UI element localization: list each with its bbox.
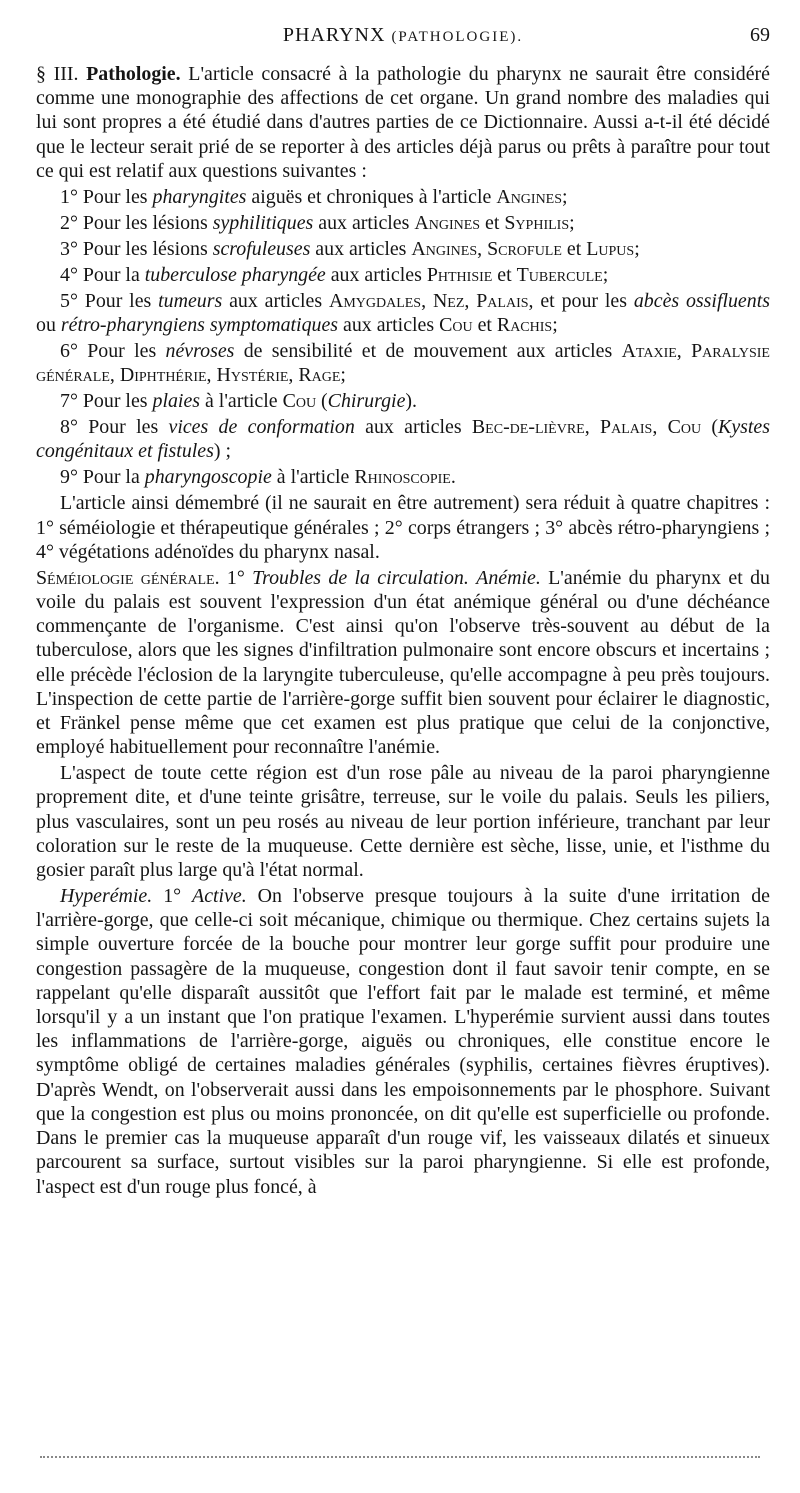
page-number: 69 [750,24,770,46]
plan-paragraph: L'article ainsi démembré (il ne saurait en être autrement) sera réduit à quatre chapitres : 1° séméiologie et thérapeutique générales ; 2° corps étrangers ; 3° abcès rétro-pharyngiens ; 4° végétations adénoïdes du pharynx nasal. [36,492,770,563]
running-header [36,24,770,54]
subtitle-text: (PATHOLOGIE). [391,29,524,45]
list-item-5: 5° Pour les tumeurs aux articles Amygdales, Nez, Palais, et pour les abcès ossifluents ou rétro-pharyngiens symptomatiques aux articles Cou et Rachis; [36,289,770,337]
article-body [36,62,770,1201]
aspect-paragraph: L'aspect de toute cette région est d'un rose pâle au niveau de la paroi pharyngienne proprement dite, et d'une teinte grisâtre, terreuse, sur le voile du palais. Seuls les piliers, plus vasculaires, sont un peu rosés au niveau de leur portion inférieure, tranchant par leur coloration sur le reste de la muqueuse. Cette dernière est sèche, lisse, unie, et l'isthme du gosier paraît plus large qu'à l'état normal. [36,762,770,882]
hyperemie-paragraph: Hyperémie. 1° Active. On l'observe presque toujours à la suite d'une irritation de l'arrière-gorge, que celle-ci soit mécanique, chimique ou thermique. Chez certains sujets la simple ouverture forcée de la bouche pour montrer leur gorge suffit pour produire une congestion passagère de la muqueuse, congestion dont il faut savoir tenir compte, en se rappelant qu'elle disparaît aussitôt que l'effort fait par le malade est terminé, et même lorsqu'il y a un instant que l'on pratique l'examen. L'hyperémie survient aussi dans toutes les inflammations de l'arrière-gorge, aiguës ou chroniques, elle constitue encore le symptôme obligé de certaines maladies générales (syphilis, certaines fièvres éruptives). D'après Wendt, on l'observerait aussi dans les empoisonnements par le phosphore. Suivant que la congestion est plus ou moins prononcée, on dit qu'elle est superficielle ou profonde. Dans le premier cas la muqueuse apparaît d'un rouge vif, les vaisseaux dilatés et sinueux parcourent sa surface, surtout visibles sur la paroi pharyngienne. Si elle est profonde, l'aspect est d'un rouge plus foncé, à [36,885,770,1198]
section-mark: § III. [36,63,79,85]
list-item-1: 1° Pour les pharyngites aiguës et chroniques à l'article Angines; [60,185,568,208]
list-item-8: 8° Pour les vices de conformation aux articles Bec-de-lièvre, Palais, Cou (Kystes congénitaux et fistules) ; [36,416,770,463]
list-item-7: 7° Pour les plaies à l'article Cou (Chirurgie). [60,390,418,413]
list-item-2: 2° Pour les lésions syphilitiques aux articles Angines et Syphilis; [60,211,575,234]
title-text: PHARYNX [282,24,386,46]
list-item-4: 4° Pour la tuberculose pharyngée aux articles Phthisie et Tubercule; [60,263,609,286]
list-item-6: 6° Pour les névroses de sensibilité et de mouvement aux articles Ataxie, Paralysie générale, Diphthérie, Hystérie, Rage; [36,340,770,387]
section-heading: Pathologie. [86,63,181,85]
list-item-3: 3° Pour les lésions scrofuleuses aux articles Angines, Scrofule et Lupus; [60,237,640,260]
hyperemie-label: Hyperémie. [60,885,153,908]
bottom-print-marks [40,1456,760,1462]
list-item-9: 9° Pour la pharyngoscopie à l'article Rhinoscopie. [60,466,456,489]
running-title [36,24,770,47]
section-intro: § III. Pathologie. L'article consacré à la pathologie du pharynx ne saurait être considéré comme une monographie des affections de cet organe. Un grand nombre des maladies qui lui sont propres a été étudié dans d'autres parties de ce Dictionnaire. Aussi a-t-il été décidé que le lecteur serait prié de se reporter à des articles déjà parus ou prêts à paraître pour tout ce qui est relatif aux questions suivantes : [36,63,770,182]
semeiologie-paragraph: Séméiologie générale. 1° Troubles de la circulation. Anémie. L'anémie du pharynx et du voile du palais est souvent l'expression d'un état anémique général ou d'une déchéance commençante de l'organisme. C'est ainsi qu'on l'observe très-souvent au début de la tuberculose, alors que les signes d'infiltration pulmonaire sont encore obscurs et incertains ; elle précède l'éclosion de la laryngite tuberculeuse, qu'elle accompagne à peu près toujours. L'inspection de cette partie de l'arrière-gorge suffit bien souvent pour éclairer le diagnostic, et Fränkel pense même que cet examen est plus pratique que celui de la conjonctive, employé habituellement pour reconnaître l'anémie. [36,566,770,759]
semeiologie-label: Séméiologie générale. [36,566,220,589]
